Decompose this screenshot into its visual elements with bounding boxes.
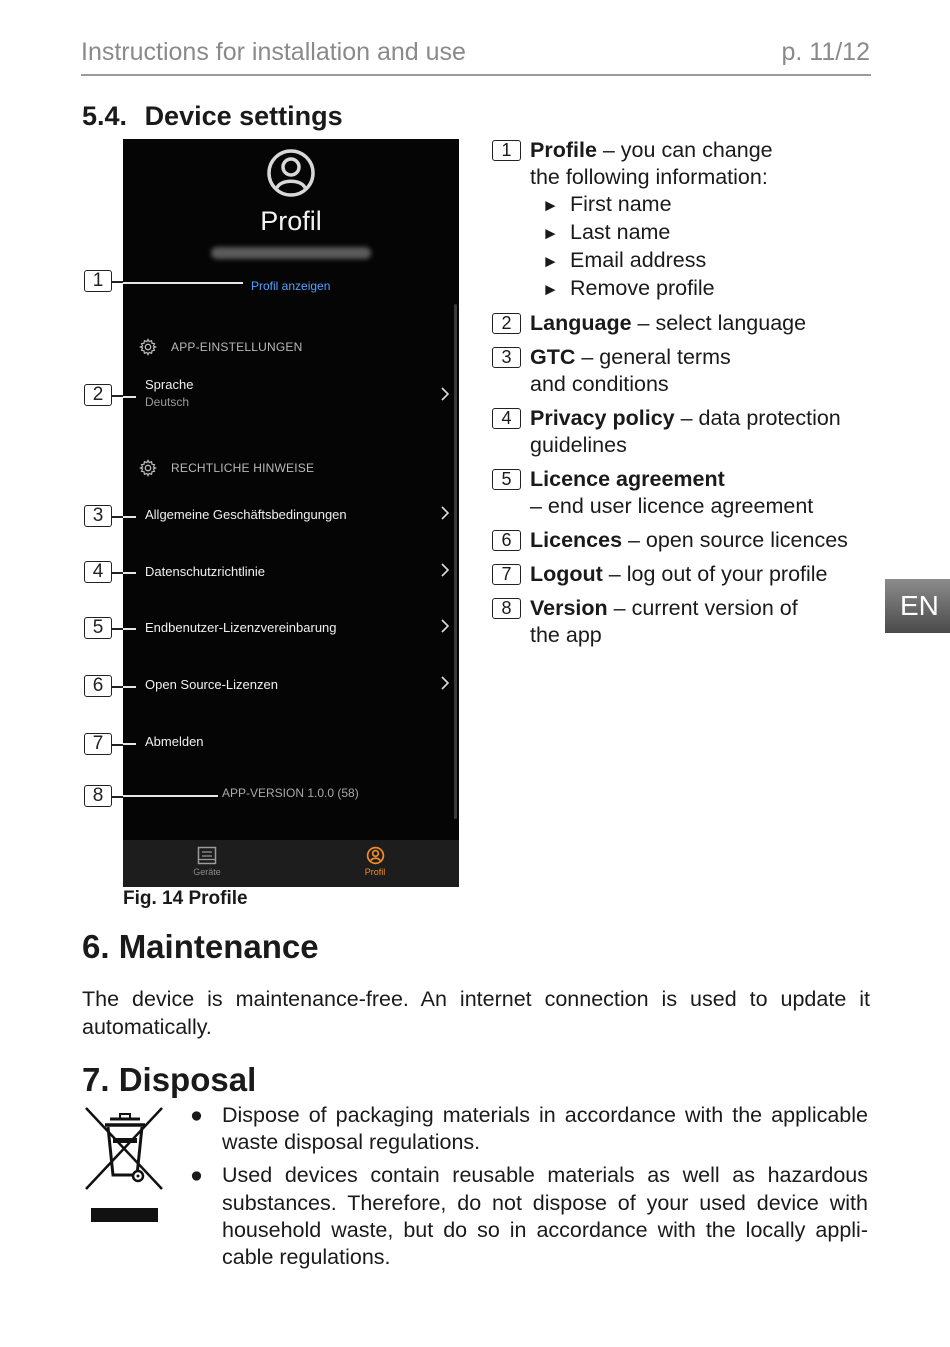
profile-icon (366, 846, 385, 865)
legend-text-cont: the following information: (530, 165, 768, 189)
callout-4: 4 (84, 561, 112, 583)
profile-fields-list (530, 191, 872, 303)
nav-profile-tab[interactable] (335, 846, 415, 877)
callout-line-4-inner (123, 572, 136, 574)
callout-line-8 (112, 796, 123, 798)
nav-profile-label: Profil (364, 867, 386, 877)
privacy-label: Datenschutzrichtlinie (145, 564, 265, 579)
eula-row[interactable] (145, 620, 451, 635)
chevron-right-icon (439, 505, 451, 521)
legend-number: 4 (492, 408, 521, 429)
disposal-item-text: Dispose of packaging materials in accordance with the applicable waste disposal regulations. (222, 1103, 868, 1155)
legend-text: – current version of (607, 596, 798, 620)
legend-text: – open source licences (622, 528, 848, 552)
callout-line-6-inner (123, 686, 136, 688)
callout-2: 2 (84, 384, 112, 406)
legend-item-privacy (492, 405, 872, 459)
callout-line-2-inner (123, 396, 136, 398)
disposal-item (188, 1162, 868, 1271)
section-heading-device-settings (82, 101, 343, 132)
legend-item-profile (492, 137, 872, 303)
legend-item-version (492, 595, 872, 649)
legend-term: Logout (530, 562, 603, 586)
callout-6: 6 (84, 675, 112, 697)
profile-field-label: Last name (570, 220, 671, 244)
bullet-dot-icon: ● (190, 1163, 203, 1188)
legend-item-licences (492, 527, 872, 554)
bullet-triangle-icon: ► (542, 280, 559, 299)
legend-text: – data protection (674, 406, 841, 430)
callout-line-1 (112, 281, 123, 283)
profile-field (530, 247, 872, 275)
callout-line-4 (112, 572, 123, 574)
legend-text: – select language (631, 311, 807, 335)
callout-7: 7 (84, 733, 112, 755)
disposal-item-text: Used devices contain reusable materials as well as hazardous substances. Therefore, do not dispose of your used device with household waste, but do so in accordance with the locally appli-cable regulations. (222, 1163, 868, 1270)
callout-8: 8 (84, 785, 112, 807)
legend-item-language (492, 310, 872, 337)
logout-label: Abmelden (145, 734, 204, 749)
legend-term: Language (530, 311, 632, 335)
gtc-row[interactable] (145, 507, 451, 522)
legend-term: Profile (530, 138, 597, 162)
legend-number: 8 (492, 598, 521, 619)
legend-number: 2 (492, 313, 521, 334)
logout-row[interactable] (145, 734, 451, 749)
app-settings-section-header (139, 338, 302, 356)
privacy-row[interactable] (145, 564, 451, 579)
language-tab: EN (885, 579, 950, 633)
callout-line-1-inner (123, 282, 243, 284)
legend-number: 5 (492, 469, 521, 490)
callout-line-8-inner (123, 795, 218, 797)
callout-legend (492, 137, 872, 649)
chevron-right-icon (439, 675, 451, 691)
profile-field (530, 219, 872, 247)
header-divider (81, 74, 871, 76)
callout-line-7-inner (123, 743, 136, 745)
disposal-list (188, 1102, 868, 1277)
profile-field (530, 275, 872, 303)
callout-3: 3 (84, 505, 112, 527)
legend-number: 7 (492, 564, 521, 585)
profile-field-label: Email address (570, 248, 707, 272)
devices-icon (197, 846, 217, 865)
legend-text-cont: guidelines (530, 433, 627, 457)
legend-item-licence-agreement (492, 466, 872, 520)
profile-field-label: Remove profile (570, 276, 715, 300)
document-header-title: Instructions for installation and use (81, 38, 466, 66)
callout-line-5-inner (123, 628, 136, 630)
callout-line-3-inner (123, 516, 136, 518)
language-row[interactable] (145, 377, 451, 409)
legend-term: Privacy policy (530, 406, 675, 430)
bottom-nav-bar (123, 840, 459, 887)
chevron-right-icon (439, 386, 451, 402)
disposal-heading: 7. Disposal (82, 1061, 257, 1098)
legend-text: – log out of your profile (602, 562, 828, 586)
legend-term: GTC (530, 345, 576, 369)
callout-5: 5 (84, 617, 112, 639)
bullet-triangle-icon: ► (542, 196, 559, 215)
figure-caption: Fig. 14 Profile (123, 888, 248, 909)
legend-number: 6 (492, 530, 521, 551)
maintenance-heading: 6. Maintenance (82, 928, 319, 965)
bullet-triangle-icon: ► (542, 252, 559, 271)
legend-text-cont: the app (530, 623, 602, 647)
profile-field-label: First name (570, 192, 672, 216)
legend-text: – general terms (575, 345, 731, 369)
legend-term: Licence agreement (530, 467, 725, 491)
app-version: APP-VERSION 1.0.0 (58) (222, 786, 359, 800)
user-avatar-icon (266, 148, 316, 198)
legend-term: Version (530, 596, 608, 620)
maintenance-text: The device is maintenance-free. An internet connection is used to update it automatically. (82, 987, 870, 1039)
blurred-email (211, 247, 371, 259)
section-title: Device settings (144, 101, 343, 131)
page-number: p. 11/12 (781, 38, 870, 66)
bullet-dot-icon: ● (190, 1103, 203, 1127)
callout-line-5 (112, 628, 123, 630)
legend-term: Licences (530, 528, 623, 552)
legend-number: 1 (492, 140, 521, 161)
show-profile-link[interactable]: Profil anzeigen (251, 279, 331, 293)
profile-title: Profil (260, 206, 322, 236)
chevron-right-icon (439, 618, 451, 634)
scrollbar (454, 304, 457, 819)
language-value: Deutsch (145, 395, 190, 409)
gear-icon (139, 459, 157, 477)
callout-line-3 (112, 516, 123, 518)
legend-item-gtc (492, 344, 872, 398)
legend-item-logout (492, 561, 872, 588)
legal-label: RECHTLICHE HINWEISE (171, 461, 315, 475)
gear-icon (139, 338, 157, 356)
legend-text-cont: – end user licence agreement (530, 494, 814, 518)
gtc-label: Allgemeine Geschäftsbedingungen (145, 507, 347, 522)
open-source-row[interactable] (145, 677, 451, 692)
disposal-item (188, 1102, 868, 1156)
legend-text-cont: and conditions (530, 372, 669, 396)
nav-devices-tab[interactable] (167, 846, 247, 877)
open-source-label: Open Source-Lizenzen (145, 677, 278, 692)
nav-devices-label: Geräte (193, 867, 221, 877)
callout-line-7 (112, 744, 123, 746)
callout-1: 1 (84, 270, 112, 292)
legend-number: 3 (492, 347, 521, 368)
chevron-right-icon (439, 562, 451, 578)
app-settings-label: APP-EINSTELLUNGEN (171, 340, 303, 354)
section-number: 5.4. (82, 101, 128, 131)
eula-label: Endbenutzer-Lizenzvereinbarung (145, 620, 337, 635)
bullet-triangle-icon: ► (542, 224, 559, 243)
app-profile-screenshot (123, 139, 459, 887)
language-label: Sprache (145, 377, 194, 392)
weee-crossed-bin-icon (84, 1105, 166, 1225)
legal-section-header (139, 459, 314, 477)
callout-line-6 (112, 686, 123, 688)
legend-text: – you can change (596, 138, 773, 162)
profile-field (530, 191, 872, 219)
callout-line-2 (112, 395, 123, 397)
